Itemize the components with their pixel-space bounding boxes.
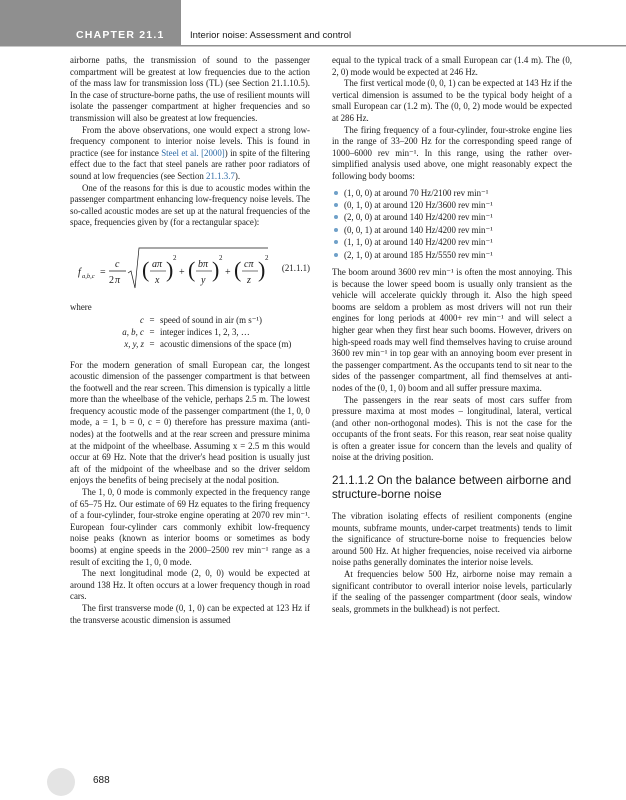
svg-text:+: + <box>179 266 185 278</box>
svg-text:(: ( <box>142 256 150 282</box>
bullet-icon <box>334 191 338 195</box>
section-link[interactable]: 21.1.3.7 <box>206 170 235 181</box>
body-boom-list <box>332 187 572 261</box>
svg-text:aπ: aπ <box>152 258 163 270</box>
paragraph: The first transverse mode (0, 1, 0) can be expected at 123 Hz if the transverse acoustic dimension is assumed <box>70 602 310 625</box>
definition-row: a, b, c = integer indices 1, 2, 3, … <box>122 326 250 337</box>
svg-text:π: π <box>115 274 121 286</box>
paragraph: The first vertical mode (0, 0, 1) can be expected at 143 Hz if the vertical dimension is assumed to be the typical body height of a small European car (1.2 m). The (0, 0, 2) mode would be expected at 286 Hz. <box>332 78 572 123</box>
svg-text:(: ( <box>188 256 196 282</box>
svg-text:a,b,c: a,b,c <box>82 272 95 280</box>
page-number: 688 <box>93 775 110 786</box>
definition-row: c = speed of sound in air (m s⁻¹) <box>140 314 262 325</box>
svg-text:+: + <box>225 266 231 278</box>
list-item: (0, 0, 1) at around 140 Hz/4200 rev min⁻¹ <box>332 224 572 236</box>
bullet-icon <box>334 240 338 244</box>
list-item: (0, 1, 0) at around 120 Hz/3600 rev min⁻¹ <box>332 199 572 211</box>
svg-text:(: ( <box>234 256 242 282</box>
where-label: where <box>70 301 92 312</box>
svg-text:bπ: bπ <box>198 258 209 270</box>
paragraph: airborne paths, the transmission of sound to the passenger compartment will be greatest at low frequencies due to the action of the mass law for transmission loss (TL) (see Section 21.1.10.5). In the case of structure-borne paths, the use of resilient mounts will isolate the passenger compartment at higher frequencies and so transmission will also be greatest at low frequencies. <box>70 55 310 123</box>
svg-text:2: 2 <box>109 274 114 286</box>
page-number-badge <box>47 768 75 796</box>
section-heading: 21.1.1.2 On the balance between airborne and structure-borne noise <box>332 474 572 502</box>
paragraph: equal to the typical track of a small European car (1.4 m). The (0, 2, 0) mode would be expected at 246 Hz. <box>332 55 572 77</box>
definition-list <box>70 314 310 350</box>
paragraph: The vibration isolating effects of resilient components (engine mounts, subframe mounts, under-carpet treatments) tends to limit the significance of structure-borne noise to frequencies below around 500 Hz. At higher frequencies, noise received via airborne noise paths generally dominates the interior noise levels. <box>332 511 572 568</box>
svg-text:): ) <box>212 256 220 282</box>
equation-21-1-1 <box>70 242 310 302</box>
svg-text:2: 2 <box>265 253 269 262</box>
svg-text:2: 2 <box>173 253 177 262</box>
definition-row: x, y, z = acoustic dimensions of the space (m) <box>124 338 292 349</box>
list-item: (1, 1, 0) at around 140 Hz/4200 rev min⁻¹ <box>332 236 572 248</box>
paragraph: The firing frequency of a four-cylinder, four-stroke engine lies in the range of 33–200 Hz for the corresponding speed range of 1000–6000 rev min⁻¹. In this range, using the rather over-simplified analysis used above, one might reasonably expect the following body booms: <box>332 124 572 181</box>
header-rule-lower <box>0 46 626 47</box>
bullet-icon <box>334 253 338 257</box>
svg-text:): ) <box>166 256 174 282</box>
paragraph: The boom around 3600 rev min⁻¹ is often the most annoying. This is because the lower speed boom is usually only transient as the vehicle will accelerate quickly through it. Also the high speed booms are seldom a problem as most drivers will not run their engines for long periods at 4000+ rev min⁻¹ and will select a higher gear when they first hear such booms. However, drivers on high-speed roads may well find themselves having to cruise around 3600 rev min⁻¹ in top gear with an annoying boom ever present in the passenger compartment. As the occupants tend to sit near to the sides of the passenger compartment, all find themselves at anti-nodes of the (0, 1, 0) boom and all suffer pressure maxima. <box>332 266 572 393</box>
paragraph: The next longitudinal mode (2, 0, 0) would be expected at around 138 Hz. It often occurs at a lower frequency though in road cars. <box>70 568 310 602</box>
frequency-equation <box>78 242 273 302</box>
paragraph: The passengers in the rear seats of most cars suffer from pressure maxima at most modes – longitudinal, lateral, vertical (and other non-orthogonal modes). This is not the case for the occupants of the front seats. For this reason, rear seat noise quality is often a greater issue for concern than the levels and quality of noise at the driving position. <box>332 394 572 463</box>
bullet-icon <box>334 228 338 232</box>
list-item: (2, 1, 0) at around 185 Hz/5550 rev min⁻¹ <box>332 249 572 261</box>
list-item: (2, 0, 0) at around 140 Hz/4200 rev min⁻¹ <box>332 211 572 223</box>
right-column <box>332 55 572 615</box>
paragraph: One of the reasons for this is due to acoustic modes within the passenger compartment enhancing low-frequency noise levels. The so-called acoustic modes are set up at the natural frequencies of the space, frequencies given by (for a rectangular space): <box>70 182 310 228</box>
svg-text:): ) <box>258 256 266 282</box>
svg-text:c: c <box>115 258 120 270</box>
svg-text:=: = <box>100 266 106 278</box>
equation-number: (21.1.1) <box>281 262 310 273</box>
bullet-icon <box>334 215 338 219</box>
list-item: (1, 0, 0) at around 70 Hz/2100 rev min⁻¹ <box>332 187 572 199</box>
running-title: Interior noise: Assessment and control <box>190 30 352 41</box>
paragraph: For the modern generation of small European car, the longest acoustic dimension of the passenger compartment is that between the footwell and the rear screen. This dimension is typically a little more than the wheelbase of the vehicle, perhaps 2.5 m. The lowest frequency acoustic mode of the passenger compartment (the 1, 0, 0 mode, a = 1, b = 0, c = 0) therefore has pressure maxima (anti-nodes) at the footwells and at the rear screen and pressure minima at the midpoint of the wheelbase. Assuming x = 2.5 m this would occur at 69 Hz. Note that the driver's head position is usually just aft of the midpoint of the wheelbase and so the driver seldom enjoys the benefits of being precisely at the nodal position. <box>70 359 310 486</box>
paragraph: The 1, 0, 0 mode is commonly expected in the frequency range of 65–75 Hz. Our estimate of 69 Hz equates to the firing frequency of a four-cylinder, four-stroke engine operating at 2070 rev min⁻¹. European four-cylinder cars commonly exhibit low-frequency noise peaks (known as interior booms or sometimes as body booms) at engine speeds in the 2000–2500 rev min⁻¹ range as a result of exciting the 1, 0, 0 mode. <box>70 487 310 567</box>
chapter-label: CHAPTER 21.1 <box>76 29 165 41</box>
bullet-icon <box>334 203 338 207</box>
svg-text:f: f <box>78 266 81 278</box>
citation-link[interactable]: Steel et al. [2000] <box>161 147 225 158</box>
svg-text:cπ: cπ <box>244 258 254 270</box>
paragraph: From the above observations, one would expect a strong low-frequency component to interior noise levels. This is found in practice (see for instance Steel et al. [2000]) in spite of the filtering effect due to the fact that steel panels are rather poor radiators of sound at low frequencies (see Section 21.1.3.7). <box>70 124 310 181</box>
paragraph: At frequencies below 500 Hz, airborne noise may remain a significant contributor to overall interior noise levels, particularly if the sealing of the passenger compartment (door seals, window seals, grommets in the bulkhead) is not perfect. <box>332 569 572 614</box>
svg-text:y: y <box>201 274 206 286</box>
svg-text:2: 2 <box>219 253 223 262</box>
svg-text:x: x <box>155 274 160 286</box>
left-column <box>70 55 310 626</box>
svg-text:z: z <box>247 274 251 286</box>
